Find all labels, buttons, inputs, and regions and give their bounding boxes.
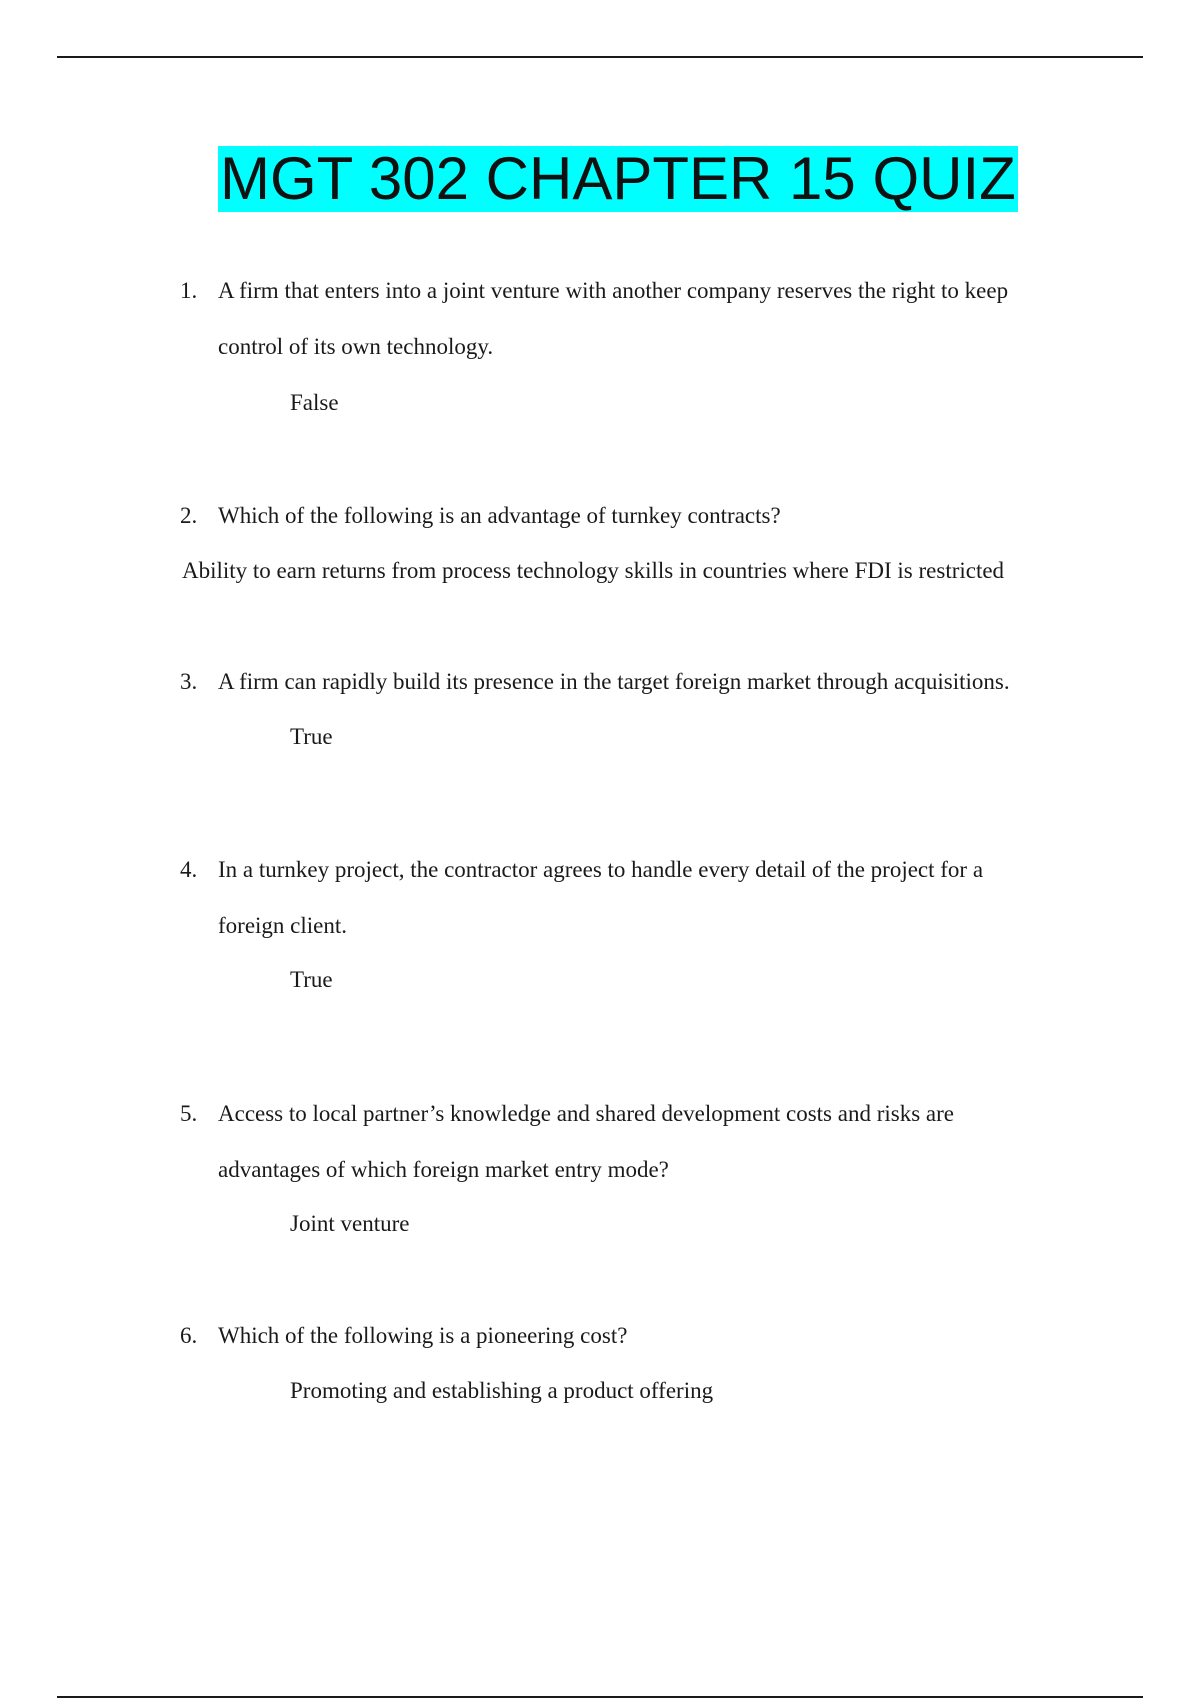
question-number: 6.: [180, 1323, 198, 1348]
question-2: [180, 488, 781, 544]
question-6: [180, 1308, 627, 1364]
top-rule: [57, 56, 1143, 58]
question-3: [180, 654, 1010, 710]
question-5: [180, 1086, 954, 1198]
answer-4: True: [290, 967, 333, 992]
answer-2: Ability to earn returns from process technology skills in countries where FDI is restricted: [182, 558, 1005, 583]
question-number: 1.: [180, 278, 198, 303]
question-4: [180, 842, 983, 954]
question-text-line: advantages of which foreign market entry mode?: [218, 1157, 669, 1182]
question-number: 3.: [180, 669, 198, 694]
question-number: 2.: [180, 503, 198, 528]
question-text-line: Which of the following is a pioneering cost?: [218, 1323, 628, 1348]
question-text-line: A firm that enters into a joint venture with another company reserves the right to keep: [218, 278, 1009, 303]
question-text-line: A firm can rapidly build its presence in the target foreign market through acquisitions.: [218, 669, 1010, 694]
bottom-rule: [57, 1696, 1143, 1698]
question-text-line: Which of the following is an advantage of turnkey contracts?: [218, 503, 781, 528]
question-text-line: In a turnkey project, the contractor agrees to handle every detail of the project for a: [218, 857, 984, 882]
question-text-line: control of its own technology.: [218, 334, 494, 359]
question-number: 5.: [180, 1101, 198, 1126]
question-text-line: foreign client.: [218, 913, 348, 938]
question-1: [180, 263, 1008, 375]
answer-5: Joint venture: [290, 1211, 410, 1236]
answer-3: True: [290, 724, 333, 749]
question-text-line: Access to local partner’s knowledge and shared development costs and risks are: [218, 1101, 954, 1126]
page-title: MGT 302 CHAPTER 15 QUIZ: [220, 145, 1016, 212]
question-number: 4.: [180, 857, 198, 882]
answer-6: Promoting and establishing a product offering: [290, 1378, 714, 1403]
answer-1: False: [290, 390, 339, 415]
